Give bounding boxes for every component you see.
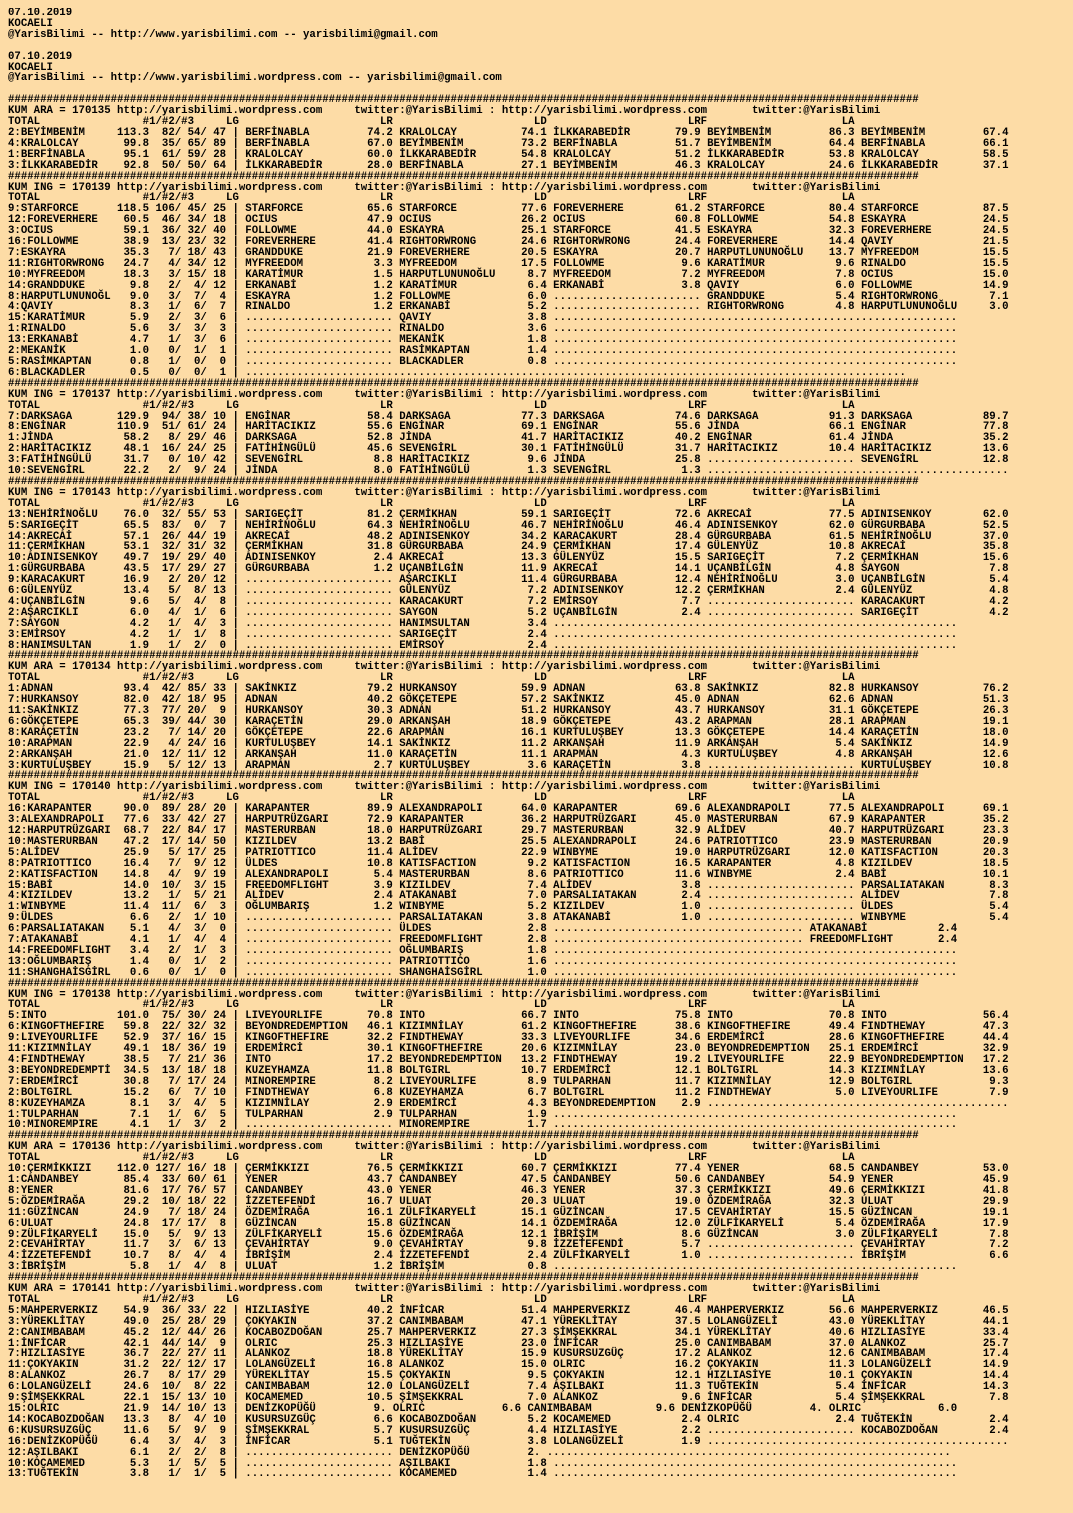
race-row: 11:SHANGHAİSGİRL 0.6 0/ 1/ 0 | ....................... SHANGHAİSGİRL 1.0 ............................................................... bbox=[8, 966, 958, 979]
race-row: 9:KARACAKURT 16.9 2/ 20/ 12 | ....................... AŞARCIKLI 11.4 GÜRGURBABA 12.4 NEHİRİNOĞLU 3.0 UÇANBİLGİN 5.4 bbox=[8, 574, 1009, 587]
race-row: 3:FATİHİNGÜLÜ 31.7 0/ 10/ 42 | SEVENGİRL 8.8 HARİTACIKIZ 9.6 JİNDA 25.8 ....................... SEVENGİRL 12.8 bbox=[8, 454, 1009, 467]
race-row: 13:TUĞTEKİN 3.8 1/ 1/ 5 | ....................... KOCAMEMED 1.4 ............................................................... bbox=[8, 1468, 958, 1481]
race-row: 4:KRALOLCAY 99.8 35/ 65/ 89 | BERFİNABLA 67.0 BEYİMBENİM 73.2 BERFİNABLA 51.7 BEYİMBENİM 64.4 BERFİNABLA 66.1 bbox=[8, 137, 1009, 150]
race-separator: ############################################################################################################################################## bbox=[8, 377, 919, 390]
race-row: 3:İBRİŞİM 5.8 1/ 4/ 8 | ULUAT 1.2 İBRİŞİM 0.8 ............................................................... bbox=[8, 1261, 958, 1274]
race-row: 10:SEVENGİRL 22.2 2/ 9/ 24 | JİNDA 8.0 FATİHİNGÜLÜ 1.3 SEVENGİRL 1.3 ............................................... bbox=[8, 465, 1009, 478]
race-row: 6:GÖKÇETEPE 65.3 39/ 44/ 30 | KARAÇETİN 29.0 ARKANŞAH 18.9 GÖKÇETEPE 43.2 ARAPMAN 28.1 ARAPMAN 19.1 bbox=[8, 715, 1009, 728]
header-date: 07.10.2019 bbox=[8, 8, 73, 19]
race-row: 10:MINOREMPIRE 4.1 1/ 3/ 2 | ....................... MINOREMPIRE 1.7 ............................................................... bbox=[8, 1119, 958, 1132]
race-separator: ############################################################################################################################################## bbox=[8, 650, 919, 663]
race-row: 5:ALİDEV 25.9 5/ 17/ 25 | PATRIOTTICO 11.4 ALİDEV 22.9 WINBYME 19.0 HARPUTRÜZGARI 12.0 KATISFACTION 20.3 bbox=[8, 846, 1009, 859]
race-row: 5:SARIGEÇİT 65.5 83/ 0/ 7 | NEHİRİNOĞLU 64.3 NEHİRİNOĞLU 46.7 NEHİRİNOĞLU 46.4 ADINISENKOY 62.0 GÜRGURBABA 52.5 bbox=[8, 519, 1009, 532]
race-column-header: TOTAL #1/#2/#3 LG LR LD LRF LA bbox=[8, 1293, 855, 1306]
race-title: KUM ING = 170138 http://yarisbilimi.wordpress.com twitter:@YarisBilimi : http://yarisbilimi.wordpress.com twitter:@YarisBilimi bbox=[8, 988, 881, 1001]
race-row: 1:GÜRGURBABA 43.5 17/ 29/ 27 | GÜRGURBABA 1.2 UÇANBİLGİN 11.9 AKRECAİ 14.1 UÇANBİLGİN 4.8 SAYGON 7.8 bbox=[8, 563, 1009, 576]
race-row: 2:KATISFACTION 14.8 4/ 9/ 19 | ALEXANDRAPOLI 5.4 MASTERURBAN 8.6 PATRIOTTICO 11.6 WINBYME 2.4 BABİ 10.1 bbox=[8, 868, 1009, 881]
header-city: KOCAELI bbox=[8, 61, 53, 74]
race-row: 6:PARSALIATAKAN 5.1 4/ 3/ 0 | ....................... ÜLDES 2.8 ....................................... ATAKANABİ 2.4 bbox=[8, 923, 958, 936]
race-row: 7:ESKAYRA 35.3 7/ 18/ 43 | GRANDDUKE 21.9 FOREVERHERE 20.5 ESKAYRA 20.7 HARPUTLUNUNOĞLU 13.7 MYFREEDOM 15.5 bbox=[8, 246, 1009, 259]
race-row: 8:HANIMSULTAN 1.9 1/ 2/ 0 | ....................... EMİRSOY 2.4 ............................................................... bbox=[8, 639, 958, 652]
document-text bbox=[8, 8, 1068, 1480]
race-title: KUM ING = 170137 http://yarisbilimi.wordpress.com twitter:@YarisBilimi : http://yarisbilimi.wordpress.com twitter:@YarisBilimi bbox=[8, 388, 881, 401]
race-column-header: TOTAL #1/#2/#3 LG LR LD LRF LA bbox=[8, 192, 855, 205]
race-title: KUM ARA = 170136 http://yarisbilimi.wordpress.com twitter:@YarisBilimi : http://yarisbilimi.wordpress.com twitter:@YarisBilimi bbox=[8, 1141, 881, 1154]
header-city: KOCAELI bbox=[8, 17, 53, 30]
race-separator: ############################################################################################################################################## bbox=[8, 770, 919, 783]
race-row: 1:BERFİNABLA 95.1 61/ 59/ 28 | KRALOLCAY 60.0 İLKKARABEDİR 54.8 KRALOLCAY 51.2 İLKKARABEDİR 53.8 KRALOLCAY 58.5 bbox=[8, 148, 1009, 161]
race-row: 5:MAHPERVERKIZ 54.9 36/ 33/ 22 | HIZLIASİYE 40.2 İNFİCAR 51.4 MAHPERVERKIZ 46.4 MAHPERVERKIZ 56.6 MAHPERVERKIZ 46.5 bbox=[8, 1304, 1009, 1317]
race-row: 8:ENGİNAR 110.9 51/ 61/ 24 | HARİTACIKIZ 55.6 ENGİNAR 69.1 ENGİNAR 55.6 JİNDA 66.1 ENGİNAR 77.8 bbox=[8, 421, 1009, 434]
race-separator: ############################################################################################################################################## bbox=[8, 1272, 919, 1285]
race-row: 3:BEYONDREDEMPTİ 34.5 13/ 18/ 18 | KUZEYHAMZA 11.8 BOLTGIRL 10.7 ERDEMİRCİ 12.1 BOLTGIRL 14.3 KIZIMNİLAY 13.6 bbox=[8, 1064, 1009, 1077]
race-column-header: TOTAL #1/#2/#3 LG LR LD LRF LA bbox=[8, 672, 855, 685]
race-row: 11:KIZIMNİLAY 49.1 18/ 36/ 19 | ERDEMİRCİ 30.1 KINGOFTHEFIRE 20.6 KIZIMNİLAY 23.0 BEYONDREDEMPTION 25.1 ERDEMİRCİ 32.9 bbox=[8, 1043, 1009, 1056]
race-row: 10:MASTERURBAN 47.2 17/ 14/ 50 | KIZILDEV 13.2 BABİ 25.5 ALEXANDRAPOLI 24.6 PATRIOTTICO 23.9 MASTERURBAN 20.9 bbox=[8, 835, 1009, 848]
race-title: KUM ING = 170143 http://yarisbilimi.wordpress.com twitter:@YarisBilimi : http://yarisbilimi.wordpress.com twitter:@YarisBilimi bbox=[8, 486, 881, 499]
race-column-header: TOTAL #1/#2/#3 LG LR LD LRF LA bbox=[8, 399, 855, 412]
race-row: 7:SAYGON 4.2 1/ 4/ 3 | ....................... HANIMSULTAN 3.4 ............................................................... bbox=[8, 617, 958, 630]
race-row: 11:ÇERMİKHAN 53.1 32/ 31/ 32 | ÇERMİKHAN 31.8 GÜRGURBABA 24.9 ÇERMİKHAN 17.4 GÜLENYÜZ 10.8 AKRECAİ 35.8 bbox=[8, 541, 1009, 554]
race-row: 8:ALANKOZ 26.7 8/ 17/ 29 | YÜREKLİTAY 15.5 ÇOKYAKIN 9.5 ÇOKYAKIN 12.1 HIZLIASİYE 10.1 ÇOKYAKIN 14.4 bbox=[8, 1370, 1009, 1383]
race-row: 8:PATRIOTTICO 16.4 7/ 9/ 12 | ÜLDES 10.8 KATISFACTION 9.2 KATISFACTION 16.5 KARAPANTER 4.8 KIZILDEV 18.5 bbox=[8, 857, 1009, 870]
race-separator: ############################################################################################################################################## bbox=[8, 170, 919, 183]
race-row: 8:KUZEYHAMZA 8.1 3/ 4/ 5 | KIZIMNİLAY 2.9 ERDEMİRCİ 4.3 BEYONDREDEMPTION 2.9 ............................................... bbox=[8, 1097, 1009, 1110]
race-row: 5:ÖZDEMİRAĞA 29.2 10/ 18/ 22 | İZZETEFENDİ 16.7 ULUAT 20.3 ULUAT 19.0 ÖZDEMİRAĞA 32.3 ULUAT 29.9 bbox=[8, 1195, 1009, 1208]
race-row: 10:ARAPMAN 22.9 4/ 24/ 16 | KURTULUŞBEY 14.1 SAKİNKIZ 11.2 ARKANŞAH 11.9 ARKANŞAH 5.4 SAKİNKIZ 14.9 bbox=[8, 737, 1009, 750]
race-title: KUM ARA = 170135 http://yarisbilimi.wordpress.com twitter:@YarisBilimi : http://yarisbilimi.wordpress.com twitter:@YarisBilimi bbox=[8, 105, 881, 118]
race-row: 16:KARAPANTER 90.0 89/ 28/ 20 | KARAPANTER 89.9 ALEXANDRAPOLI 64.0 KARAPANTER 69.6 ALEXANDRAPOLI 77.5 ALEXANDRAPOLI 69.1 bbox=[8, 803, 1009, 816]
race-row: 4:FINDTHEWAY 38.5 7/ 21/ 36 | INTO 17.2 BEYONDREDEMPTION 13.2 FINDTHEWAY 19.2 LIVEYOURLIFE 22.9 BEYONDREDEMPTION 17.2 bbox=[8, 1054, 1009, 1066]
race-row: 2:HARİTACIKIZ 48.1 16/ 24/ 25 | FATİHİNGÜLÜ 45.6 SEVENGİRL 30.1 FATİHİNGÜLÜ 31.7 HARİTACIKIZ 10.4 HARİTACIKIZ 13.6 bbox=[8, 443, 1009, 456]
race-row: 1:RINALDO 5.6 3/ 3/ 3 | ....................... RINALDO 3.6 ............................................................... bbox=[8, 323, 958, 336]
race-row: 4:KIZILDEV 13.2 1/ 5/ 21 | ALİDEV 2.4 ATAKANABİ 7.0 PARSALIATAKAN 2.4 ....................... ALİDEV 7.8 bbox=[8, 890, 1009, 903]
race-row: 9:ÜLDES 6.6 2/ 1/ 10 | ....................... PARSALIATAKAN 3.8 ATAKANABİ 1.0 ....................... WINBYME 5.4 bbox=[8, 912, 1009, 925]
race-row: 7:HIZLIASİYE 36.7 22/ 27/ 11 | ALANKOZ 18.8 YÜREKLİTAY 15.9 KUSURSUZGÜÇ 17.2 ALANKOZ 12.6 CANIMBABAM 17.4 bbox=[8, 1348, 1009, 1361]
race-row: 15:KARATİMUR 5.9 2/ 3/ 6 | ....................... QAVIY 3.8 ............................................................... bbox=[8, 312, 958, 325]
race-row: 4:UÇANBİLGİN 9.6 5/ 4/ 8 | ....................... KARACAKURT 7.2 EMİRSOY 7.7 ....................... KARACAKURT 4.2 bbox=[8, 595, 1009, 608]
race-row: 3:EMİRSOY 4.2 1/ 1/ 8 | ....................... SARIGEÇİT 2.4 ............................................................... bbox=[8, 628, 958, 641]
race-row: 11:GÜZİNCAN 24.9 7/ 18/ 24 | ÖZDEMİRAĞA 16.1 ZÜLFİKARYELİ 15.1 GÜZİNCAN 17.5 CEVAHİRTAY 15.5 GÜZİNCAN 19.1 bbox=[8, 1206, 1009, 1219]
race-separator: ############################################################################################################################################## bbox=[8, 94, 919, 107]
race-separator: ############################################################################################################################################## bbox=[8, 1130, 919, 1143]
race-row: 7:ERDEMİRCİ 30.8 7/ 17/ 24 | MINOREMPIRE 8.2 LIVEYOURLIFE 8.9 TULPARHAN 11.7 KIZIMNİLAY 12.9 BOLTGIRL 9.3 bbox=[8, 1075, 1009, 1088]
race-row: 12:HARPUTRÜZGARI 68.7 22/ 84/ 17 | MASTERURBAN 18.0 HARPUTRÜZGARI 29.7 MASTERURBAN 32.9 ALİDEV 40.7 HARPUTRÜZGARI 23.3 bbox=[8, 824, 1009, 837]
race-row: 7:ATAKANABİ 4.1 1/ 4/ 4 | ....................... FREEDOMFLIGHT 2.8 ....................................... FREEDOMFLIGHT 2.4 bbox=[8, 934, 958, 947]
race-row: 6:BLACKADLER 0.5 0/ 0/ 1 | ....................................................................................................... bbox=[8, 366, 906, 379]
race-row: 15:BABİ 14.0 10/ 3/ 15 | FREEDOMFLIGHT 3.9 KIZILDEV 7.4 ALİDEV 3.8 ....................... PARSALIATAKAN 8.3 bbox=[8, 879, 1009, 892]
race-row: 9:STARFORCE 118.5 106/ 45/ 25 | STARFORCE 65.6 STARFORCE 77.6 FOREVERHERE 61.2 STARFORCE 80.4 STARFORCE 87.5 bbox=[8, 203, 1009, 216]
race-row: 16:DENİZKOPÜĞÜ 6.4 3/ 4/ 3 | İNFİCAR 5.1 TUĞTEKİN 3.8 LOLANGÜZELİ 1.9 ............................................... bbox=[8, 1435, 1009, 1448]
race-row: 2:MEKANİK 1.0 0/ 1/ 1 | ....................... RASİMKAPTAN 1.4 ............................................................... bbox=[8, 345, 958, 358]
race-row: 14:AKRECAİ 57.1 26/ 44/ 19 | AKRECAİ 48.2 ADINISENKOY 34.2 KARACAKURT 28.4 GÜRGURBABA 61.5 NEHİRİNOĞLU 37.0 bbox=[8, 530, 1009, 543]
race-row: 5:RASİMKAPTAN 0.8 1/ 0/ 0 | ....................... BLACKADLER 0.8 ............................................................... bbox=[8, 356, 958, 368]
race-row: 2:BOLTGIRL 15.2 6/ 7/ 10 | FINDTHEWAY 6.8 KUZEYHAMZA 6.7 BOLTGIRL 11.2 FINDTHEWAY 5.0 LIVEYOURLIFE 7.9 bbox=[8, 1086, 1009, 1099]
race-row: 13:OĞLUMBARIŞ 1.4 0/ 1/ 2 | ....................... PATRIOTTICO 1.6 ............................................................... bbox=[8, 955, 958, 968]
race-row: 9:ŞİMŞEKKRAL 22.1 15/ 13/ 10 | KOCAMEMED 10.5 ŞİMŞEKKRAL 7.0 ALANKOZ 9.6 İNFİCAR 5.4 ŞİMŞEKKRAL 7.8 bbox=[8, 1392, 1009, 1405]
race-row: 2:CEVAHİRTAY 11.7 3/ 6/ 13 | ÇEVAHİRTAY 9.0 ÇEVAHİRTAY 9.8 İZZETEFENDİ 5.7 ....................... ÇEVAHİRTAY 7.2 bbox=[8, 1239, 1009, 1252]
race-row: 10:KOCAMEMED 5.3 1/ 5/ 5 | ....................... AŞILBAKI 1.8 ............................................................... bbox=[8, 1457, 958, 1470]
race-row: 1:ADNAN 93.4 42/ 85/ 33 | SAKİNKIZ 79.2 HURKANSOY 59.9 ADNAN 63.8 SAKİNKIZ 82.8 HURKANSOY 76.2 bbox=[8, 683, 1009, 696]
race-title: KUM ING = 170139 http://yarisbilimi.wordpress.com twitter:@YarisBilimi : http://yarisbilimi.wordpress.com twitter:@YarisBilimi bbox=[8, 181, 881, 194]
race-row: 12:AŞILBAKI 6.1 2/ 2/ 8 | ....................... DENİZKOPÜĞÜ 2. ............................................................... bbox=[8, 1446, 951, 1459]
race-title: KUM ARA = 170141 http://yarisbilimi.wordpress.com twitter:@YarisBilimi : http://yarisbilimi.wordpress.com twitter:@YarisBilimi bbox=[8, 1283, 881, 1296]
race-row: 1:İNFİCAR 42.1 44/ 14/ 9 | OLRIC 25.3 HIZLIASİYE 23.0 İNFİCAR 25.0 CANIMBABAM 37.0 ALANKOZ 25.7 bbox=[8, 1337, 1009, 1350]
header-contact: @YarisBilimi -- http://www.yarisbilimi.com -- yarisbilimi@gmail.com bbox=[8, 28, 438, 41]
race-row: 2:CANIMBABAM 45.2 12/ 44/ 26 | KOCABOZDOĞAN 25.7 MAHPERVERKIZ 27.3 ŞİMŞEKKRAL 34.1 YÜREKLİTAY 40.6 HIZLIASİYE 33.4 bbox=[8, 1326, 1009, 1339]
race-row: 8:HARPUTLUNUNOĞL 9.0 3/ 7/ 4 | ESKAYRA 1.2 FOLLOWME 6.0 ....................... GRANDDUKE 5.4 RIGHTORWRONG 7.1 bbox=[8, 290, 1009, 303]
race-separator: ############################################################################################################################################## bbox=[8, 475, 919, 488]
race-row: 6:LOLANGÜZELİ 24.6 10/ 8/ 22 | CANIMBABAM 12.0 LOLANGÜZELİ 7.4 AŞILBAKI 11.3 TUĞTEKİN 5.4 İNFİCAR 14.3 bbox=[8, 1381, 1009, 1394]
race-column-header: TOTAL #1/#2/#3 LG LR LD LRF LA bbox=[8, 497, 855, 510]
race-row: 10:MYFREEDOM 18.3 3/ 15/ 18 | KARATİMUR 1.5 HARPUTLUNUNOĞLU 8.7 MYFREEDOM 7.2 MYFREEDOM 7.8 OCIUS 15.0 bbox=[8, 268, 1009, 281]
race-row: 2:BEYİMBENİM 113.3 82/ 54/ 47 | BERFİNABLA 74.2 KRALOLCAY 74.1 İLKKARABEDİR 79.9 BEYİMBENİM 86.3 BEYİMBENİM 67.4 bbox=[8, 126, 1009, 139]
race-row: 16:FOLLOWME 38.9 13/ 23/ 32 | FOREVERHERE 41.4 RIGHTORWRONG 24.6 RIGHTORWRONG 24.4 FOREVERHERE 14.4 QAVIY 21.5 bbox=[8, 236, 1009, 249]
race-row: 3:KURTULUŞBEY 15.9 5/ 12/ 13 | ARAPMAN 2.7 KURTULUŞBEY 3.6 KARAÇETİN 3.8 ....................... KURTULUŞBEY 10.8 bbox=[8, 759, 1009, 772]
race-row: 10:ADINISENKOY 49.7 19/ 29/ 40 | ADINISENKOY 2.4 AKRECAİ 13.3 GÜLENYÜZ 15.5 SARIGEÇİT 7.2 ÇERMİKHAN 15.6 bbox=[8, 552, 1009, 565]
race-row: 6:ULUAT 24.8 17/ 17/ 8 | GÜZİNCAN 15.8 GÜZİNCAN 14.1 ÖZDEMİRAĞA 12.0 ZÜLFİKARYELİ 5.4 ÖZDEMİRAĞA 17.9 bbox=[8, 1217, 1009, 1230]
header-date: 07.10.2019 bbox=[8, 50, 73, 63]
race-row: 11:ÇOKYAKIN 31.2 22/ 12/ 17 | LOLANGÜZELİ 16.8 ALANKOZ 15.0 OLRIC 16.2 ÇOKYAKIN 11.3 LOLANGÜZELİ 14.9 bbox=[8, 1359, 1009, 1372]
race-row: 10:ÇERMİKKIZI 112.0 127/ 16/ 18 | ÇERMİKKIZI 76.5 ÇERMİKKIZI 60.7 ÇERMİKKIZI 77.4 YENER 68.5 CANDANBEY 53.0 bbox=[8, 1163, 1009, 1176]
race-row: 1:CANDANBEY 85.4 33/ 60/ 61 | YENER 43.7 CANDANBEY 47.5 CANDANBEY 50.6 CANDANBEY 54.9 YENER 45.9 bbox=[8, 1173, 1009, 1186]
race-row: 13:ERKANABİ 4.7 1/ 3/ 6 | ....................... MEKANİK 1.8 ............................................................... bbox=[8, 334, 958, 347]
race-separator: ############################################################################################################################################## bbox=[8, 977, 919, 990]
race-row: 13:NEHİRİNOĞLU 76.0 32/ 55/ 53 | SARIGEÇİT 81.2 ÇERMİKHAN 59.1 SARIGEÇİT 72.6 AKRECAİ 77.5 ADINISENKOY 62.0 bbox=[8, 508, 1009, 521]
race-row: 12:FOREVERHERE 60.5 46/ 34/ 18 | OCIUS 47.9 OCIUS 26.2 OCIUS 60.8 FOLLOWME 54.8 ESKAYRA 24.5 bbox=[8, 214, 1009, 227]
race-row: 14:KOCABOZDOĞAN 13.3 8/ 4/ 10 | KUSURSUZGÜÇ 6.6 KOCABOZDOĞAN 5.2 KOCAMEMED 2.4 OLRIC 2.4 TUĞTEKİN 2.4 bbox=[8, 1413, 1009, 1426]
race-row: 4:İZZETEFENDİ 10.7 8/ 4/ 4 | İBRİŞİM 2.4 İZZETEFENDİ 2.4 ZÜLFİKARYELİ 1.0 ....................... İBRİŞİM 6.6 bbox=[8, 1250, 1009, 1263]
race-row: 3:YÜREKLİTAY 49.0 25/ 28/ 29 | ÇOKYAKIN 37.2 CANIMBABAM 47.1 YÜREKLİTAY 37.5 LOLANGÜZELİ 43.0 YÜREKLİTAY 44.1 bbox=[8, 1315, 1009, 1328]
race-row: 4:QAVIY 8.3 1/ 6/ 7 | RINALDO 1.2 ERKANABİ 5.2 ....................... RIGHTORWRONG 4.8 HARPUTLUNUNOĞLU 3.0 bbox=[8, 301, 1009, 314]
race-row: 11:RIGHTORWRONG 24.7 4/ 34/ 12 | MYFREEDOM 3.3 MYFREEDOM 17.5 FOLLOWME 9.6 KARATİMUR 9.6 RINALDO 15.5 bbox=[8, 257, 1009, 270]
race-row: 6:KINGOFTHEFIRE 59.8 22/ 32/ 32 | BEYONDREDEMPTION 46.1 KIZIMNİLAY 61.2 KINGOFTHEFIRE 38.6 KINGOFTHEFIRE 49.4 FINDTHEWAY 47.3 bbox=[8, 1021, 1009, 1034]
race-row: 3:İLKKARABEDİR 92.8 50/ 50/ 64 | İLKKARABEDİR 28.0 BERFİNABLA 27.1 BEYİMBENİM 46.3 KRALOLCAY 24.6 İLKKARABEDİR 37.1 bbox=[8, 159, 1009, 172]
race-row: 9:LIVEYOURLIFE 52.9 37/ 16/ 15 | KINGOFTHEFIRE 32.2 FINDTHEWAY 33.3 LIVEYOURLIFE 34.6 ERDEMİRCİ 28.6 KINGOFTHEFIRE 44.4 bbox=[8, 1032, 1009, 1045]
race-row: 1:TULPARHAN 7.1 1/ 6/ 5 | TULPARHAN 2.9 TULPARHAN 1.9 ............................................................... bbox=[8, 1108, 958, 1121]
race-row: 15:OLRIC 21.9 14/ 10/ 13 | DENİZKOPÜĞÜ 9. OLRIC 6.6 CANIMBABAM 9.6 DENİZKOPÜĞÜ 4. OLRIC 6.0 bbox=[8, 1403, 958, 1415]
header-contact: @YarisBilimi -- http://www.yarisbilimi.wordpress.com -- yarisbilimi@gmail.com bbox=[8, 72, 502, 85]
race-row: 14:GRANDDUKE 9.8 2/ 4/ 12 | ERKANABİ 1.2 KARATİMUR 6.4 ERKANABİ 3.8 QAVIY 6.0 FOLLOWME 14.9 bbox=[8, 279, 1009, 292]
race-row: 1:WINBYME 11.4 11/ 6/ 3 | OĞLUMBARIŞ 1.2 WINBYME 5.2 KIZILDEV 1.0 ....................... ÜLDES 5.4 bbox=[8, 901, 1009, 914]
race-row: 7:HURKANSOY 82.0 42/ 18/ 95 | ADNAN 40.2 GÖKÇETEPE 57.2 SAKİNKIZ 45.0 ADNAN 62.6 ADNAN 51.3 bbox=[8, 694, 1009, 707]
race-row: 2:AŞARCIKLI 6.0 4/ 1/ 6 | ....................... SAYGON 5.2 UÇANBİLGİN 2.4 ....................... SARIGEÇİT 4.2 bbox=[8, 606, 1009, 619]
race-column-header: TOTAL #1/#2/#3 LG LR LD LRF LA bbox=[8, 999, 855, 1012]
race-row: 1:JİNDA 58.2 8/ 29/ 46 | DARKSAGA 52.8 JİNDA 41.7 HARİTACIKIZ 40.2 ENGİNAR 61.4 JİNDA 35.2 bbox=[8, 432, 1009, 445]
race-column-header: TOTAL #1/#2/#3 LG LR LD LRF LA bbox=[8, 792, 855, 805]
race-row: 3:OCIUS 59.1 36/ 32/ 40 | FOLLOWME 44.0 ESKAYRA 25.1 STARFORCE 41.5 ESKAYRA 32.3 FOREVERHERE 24.5 bbox=[8, 225, 1009, 238]
results-document bbox=[8, 8, 1068, 1508]
race-row: 5:INTO 101.0 75/ 30/ 24 | LIVEYOURLIFE 70.8 INTO 66.7 INTO 75.8 INTO 70.8 INTO 56.4 bbox=[8, 1010, 1009, 1023]
race-row: 8:YENER 81.6 17/ 76/ 57 | CANDANBEY 43.0 YENER 46.3 YENER 37.3 ÇERMİKKIZI 49.6 ÇERMİKKIZI 41.8 bbox=[8, 1184, 1009, 1197]
race-row: 9:ZÜLFİKARYELİ 15.0 5/ 9/ 13 | ZÜLFİKARYELİ 15.6 ÖZDEMİRAĞA 12.1 İBRİŞİM 8.6 GÜZİNCAN 3.0 ZÜLFİKARYELİ 7.8 bbox=[8, 1228, 1009, 1241]
race-column-header: TOTAL #1/#2/#3 LG LR LD LRF LA bbox=[8, 1152, 855, 1165]
race-row: 6:GÜLENYÜZ 13.4 5/ 8/ 13 | ....................... GÜLENYÜZ 7.2 ADINISENKOY 12.2 ÇERMİKHAN 2.4 GÜLENYÜZ 4.8 bbox=[8, 585, 1009, 598]
race-row: 14:FREEDOMFLIGHT 3.4 2/ 1/ 3 | ....................... OĞLUMBARIŞ 1.8 ............................................................... bbox=[8, 944, 958, 957]
race-row: 2:ARKANŞAH 21.0 12/ 11/ 12 | ARKANŞAH 11.0 KARAÇETİN 11.1 ARAPMAN 4.3 KURTULUŞBEY 4.8 ARKANŞAH 12.6 bbox=[8, 748, 1009, 761]
race-title: KUM ING = 170140 http://yarisbilimi.wordpress.com twitter:@YarisBilimi : http://yarisbilimi.wordpress.com twitter:@YarisBilimi bbox=[8, 781, 881, 794]
race-title: KUM ARA = 170134 http://yarisbilimi.wordpress.com twitter:@YarisBilimi : http://yarisbilimi.wordpress.com twitter:@YarisBilimi bbox=[8, 661, 881, 674]
race-row: 3:ALEXANDRAPOLI 77.6 33/ 42/ 27 | HARPUTRÜZGARI 72.9 KARAPANTER 36.2 HARPUTRÜZGARI 45.0 MASTERURBAN 67.9 KARAPANTER 35.2 bbox=[8, 814, 1009, 827]
race-column-header: TOTAL #1/#2/#3 LG LR LD LRF LA bbox=[8, 116, 855, 129]
race-row: 6:KUSURSUZGÜÇ 11.6 5/ 9/ 9 | ŞİMŞEKKRAL 5.7 KUSURSUZGÜÇ 4.4 HIZLIASİYE 2.2 ....................... KOCABOZDOĞAN 2.4 bbox=[8, 1424, 1009, 1437]
race-row: 8:KARAÇETİN 23.2 7/ 14/ 20 | GÖKÇETEPE 22.6 ARAPMAN 16.1 KURTULUŞBEY 13.3 GÖKÇETEPE 14.4 KARAÇETİN 18.0 bbox=[8, 726, 1009, 739]
race-row: 11:SAKİNKIZ 77.3 77/ 20/ 9 | HURKANSOY 30.3 ADNAN 51.2 HURKANSOY 43.7 HURKANSOY 31.1 GÖKÇETEPE 26.3 bbox=[8, 705, 1009, 717]
race-row: 7:DARKSAGA 129.9 94/ 38/ 10 | ENGİNAR 58.4 DARKSAGA 77.3 DARKSAGA 74.6 DARKSAGA 91.3 DARKSAGA 89.7 bbox=[8, 410, 1009, 423]
